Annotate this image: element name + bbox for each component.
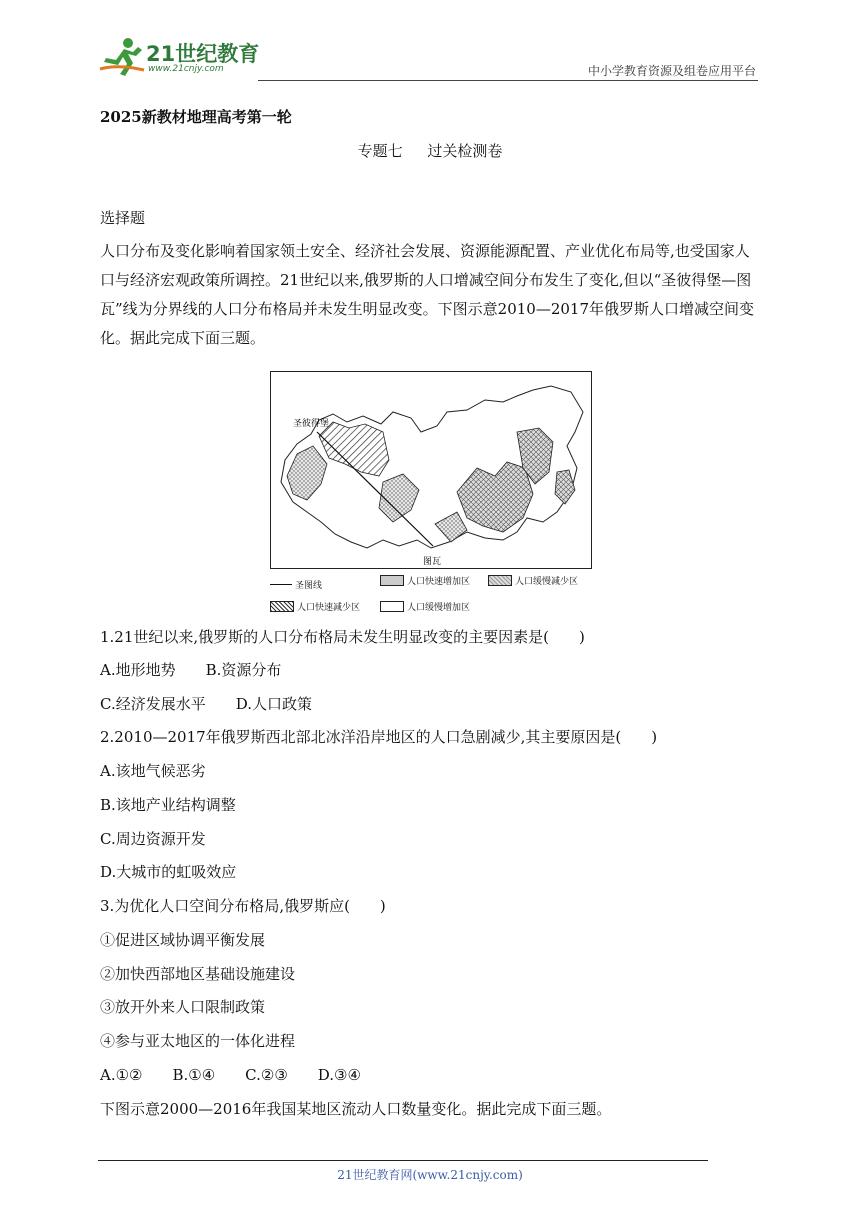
legend-item-fast-decrease [270, 600, 360, 613]
label-tuva: 图瓦 [423, 557, 442, 567]
intro-paragraph: 人口分布及变化影响着国家领土安全、经济社会发展、资源能源配置、产业优化布局等,也受国家人口与经济宏观政策所调控。21世纪以来,俄罗斯的人口增减空间分布发生了变化,但以“圣彼得堡—图瓦”线为分界线的人口分布格局并未发生明显改变。下图示意2010—2017年俄罗斯人口增减空间变化。据此完成下面三题。 [100, 242, 755, 347]
crosshatch-swatch [488, 575, 512, 586]
logo-url: www.21cnjy.com [148, 64, 224, 74]
question-3-item: ④参与亚太地区的一体化进程 [100, 1032, 296, 1050]
grey-swatch [380, 575, 404, 586]
next-question-intro: 下图示意2000—2016年我国某地区流动人口数量变化。据此完成下面三题。 [100, 1100, 612, 1118]
legend-label: 人口缓慢增加区 [407, 603, 471, 613]
legend-item-slow-increase [380, 600, 470, 613]
label-st-petersburg: 圣彼得堡 [293, 419, 330, 429]
footer-link[interactable]: 21世纪教育网(www.21cnjy.com) [337, 1168, 523, 1182]
legend-label: 人口缓慢减少区 [515, 577, 579, 587]
runner-logo-icon [98, 36, 148, 78]
footer-divider [98, 1160, 708, 1161]
question-3-item: ②加快西部地区基础设施建设 [100, 965, 296, 983]
header-divider [258, 80, 758, 81]
question-1-options-row: A.地形地势 B.资源分布 [100, 661, 282, 679]
legend-label: 人口快速减少区 [297, 603, 361, 613]
section-label: 选择题 [100, 209, 146, 227]
exam-title: 2025新教材地理高考第一轮 [100, 108, 292, 126]
white-swatch [380, 601, 404, 612]
test-label: 过关检测卷 [427, 142, 503, 160]
map-legend [270, 574, 600, 616]
section-title [0, 140, 860, 161]
question-3-item: ①促进区域协调平衡发展 [100, 931, 266, 949]
question-1-stem: 1.21世纪以来,俄罗斯的人口分布格局未发生明显改变的主要因素是( ) [100, 628, 585, 646]
legend-item-line [270, 578, 322, 591]
question-2-option: D.大城市的虹吸效应 [100, 863, 237, 881]
site-logo [98, 36, 263, 78]
question-3-stem: 3.为优化人口空间分布格局,俄罗斯应( ) [100, 897, 386, 915]
question-3-options-row: A.①② B.①④ C.②③ D.③④ [100, 1066, 361, 1084]
topic-label: 专题七 [357, 142, 403, 160]
question-2-option: C.周边资源开发 [100, 830, 206, 848]
question-2-option: B.该地产业结构调整 [100, 796, 236, 814]
hatch-swatch [270, 601, 294, 612]
logo-text: 21世纪教育 [146, 42, 260, 66]
page-header [98, 36, 758, 82]
platform-name: 中小学教育资源及组卷应用平台 [587, 64, 756, 78]
legend-item-slow-decrease [488, 574, 578, 587]
russia-population-map [270, 371, 592, 569]
line-swatch [270, 584, 292, 585]
legend-label: 圣图线 [295, 581, 323, 591]
question-2-stem: 2.2010—2017年俄罗斯西北部北冰洋沿岸地区的人口急剧减少,其主要原因是( ) [100, 728, 658, 746]
legend-item-fast-increase [380, 574, 470, 587]
question-3-item: ③放开外来人口限制政策 [100, 998, 266, 1016]
question-1-options-row: C.经济发展水平 D.人口政策 [100, 695, 312, 713]
question-2-option: A.该地气候恶劣 [100, 762, 206, 780]
map-figure [271, 372, 591, 568]
legend-label: 人口快速增加区 [407, 577, 471, 587]
